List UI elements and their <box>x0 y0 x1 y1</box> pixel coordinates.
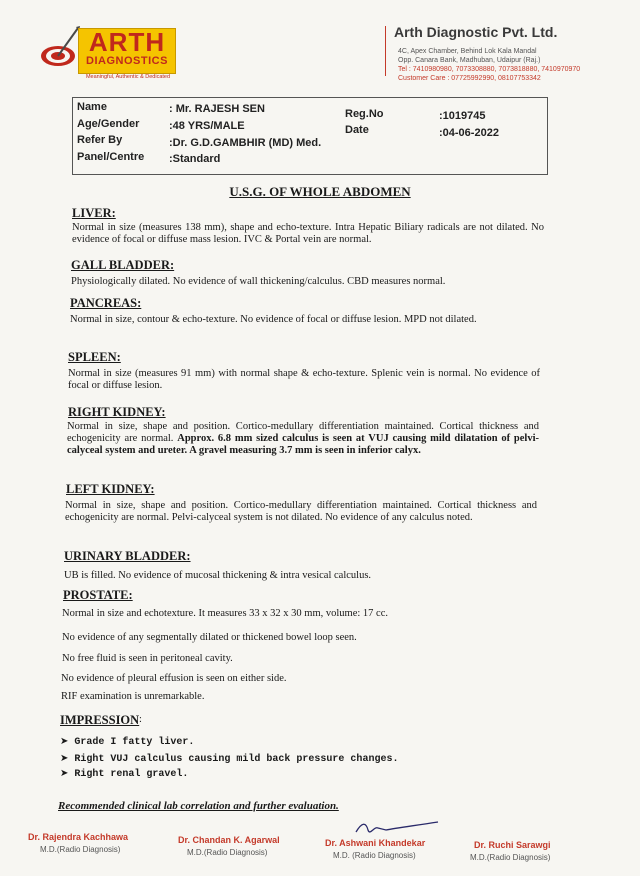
logo-box <box>78 28 176 74</box>
recommendation-text: Recommended clinical lab correlation and further evaluation. <box>58 800 339 812</box>
letterhead <box>30 18 590 88</box>
doctor-degree: M.D.(Radio Diagnosis) <box>187 848 268 857</box>
company-name: Arth Diagnostic Pvt. Ltd. <box>394 24 558 40</box>
address-line: 4C, Apex Chamber, Behind Lok Kala Mandal <box>398 48 537 55</box>
prostate-heading: PROSTATE: <box>63 588 133 602</box>
logo-text: ARTH <box>88 27 166 57</box>
pancreas-text: Normal in size, contour & echo-texture. No evidence of focal or diffuse lesion. MPD not dilated. <box>70 314 477 325</box>
signature-icon <box>352 818 442 838</box>
referring-doctor: :Dr. G.D.GAMBHIR (MD) Med. <box>169 137 322 149</box>
phone-line: Tel : 7410980980, 7073308880, 7073818880, 7410970970 <box>398 66 581 73</box>
impression-colon: : <box>139 714 142 725</box>
pancreas-heading: PANCREAS: <box>70 296 142 310</box>
urinary-bladder-heading: URINARY BLADDER: <box>64 549 191 563</box>
left-kidney-heading: LEFT KIDNEY: <box>66 482 155 496</box>
name-label: Name <box>77 101 107 113</box>
panel-label: Panel/Centre <box>77 151 145 163</box>
date-label: Date <box>345 124 369 136</box>
impression-heading: IMPRESSION <box>60 713 140 727</box>
right-kidney-heading: RIGHT KIDNEY: <box>68 405 166 419</box>
report-title: U.S.G. OF WHOLE ABDOMEN <box>229 184 411 199</box>
doctor-name: Dr. Chandan K. Agarwal <box>178 835 280 845</box>
arrow-bullet-icon: ➤ <box>60 768 69 779</box>
doctor-degree: M.D.(Radio Diagnosis) <box>40 845 121 854</box>
right-kidney-finding: Approx. 6.8 mm sized calculus is seen at VUJ causing mild dilatation of pelvi-calyceal system and ureter. A gravel measuring 3.7 mm is seen in inferior calyx. <box>67 433 539 456</box>
age-label: Age/Gender <box>77 118 140 130</box>
doctor-name: Dr. Rajendra Kachhawa <box>28 832 129 842</box>
logo-subtext: DIAGNOSTICS <box>86 55 168 67</box>
reg-label: Reg.No <box>345 108 384 120</box>
impression-item-text: Grade I fatty liver. <box>74 737 195 748</box>
logo-tagline: Meaningful, Authentic & Dedicated <box>85 74 171 80</box>
reg-number: :1019745 <box>439 110 486 122</box>
doctor-name: Dr. Ashwani Khandekar <box>325 838 426 848</box>
patient-age: :48 YRS/MALE <box>169 120 245 132</box>
impression-item <box>60 753 398 765</box>
arrow-bullet-icon: ➤ <box>60 736 69 747</box>
doctor-name: Dr. Ruchi Sarawgi <box>474 840 551 850</box>
header-divider <box>385 26 386 76</box>
prostate-text: Normal in size and echotexture. It measures 33 x 32 x 30 mm, volume: 17 cc. <box>62 608 388 619</box>
patient-info-box <box>72 97 548 175</box>
address-line: Opp. Canara Bank, Madhuban, Udaipur (Raj.) <box>398 57 541 64</box>
spleen-heading: SPLEEN: <box>68 350 121 364</box>
right-kidney-text <box>67 421 539 457</box>
right-kidney-normal-text: Normal in size, shape and position. Cortico-medullary differentiation maintained. Cortical thickness and echogenicity are normal. <box>67 421 539 444</box>
note-line: No evidence of pleural effusion is seen on either side. <box>61 673 287 684</box>
impression-item-text: Right VUJ calculus causing mild back pressure changes. <box>74 754 399 765</box>
report-date: :04-06-2022 <box>439 127 499 139</box>
liver-text: Normal in size (measures 138 mm), shape and echo-texture. Intra Hepatic Biliary radicals are not dilated. No evidence of focal or diffuse mass lesion. IVC & Portal vein are normal. <box>72 222 544 245</box>
left-kidney-text: Normal in size, shape and position. Cortico-medullary differentiation maintained. Cortical thickness and echogenicity are normal. Pelvi-calyceal system is not dilated. No evidence of any calculus noted. <box>65 500 537 523</box>
spleen-text: Normal in size (measures 91 mm) with normal shape & echo-texture. Splenic vein is normal. No evidence of focal or diffuse lesion. <box>68 368 540 391</box>
target-logo-icon <box>38 26 82 70</box>
urinary-bladder-text: UB is filled. No evidence of mucosal thickening & intra vesical calculus. <box>64 570 372 581</box>
doctor-degree: M.D.(Radio Diagnosis) <box>470 853 551 862</box>
gall-bladder-heading: GALL BLADDER: <box>71 258 175 272</box>
arrow-bullet-icon: ➤ <box>60 753 69 764</box>
note-line: RIF examination is unremarkable. <box>61 691 205 702</box>
impression-item <box>60 736 194 748</box>
refer-label: Refer By <box>77 134 123 146</box>
doctor-degree: M.D. (Radio Diagnosis) <box>333 851 416 860</box>
liver-heading: LIVER: <box>72 206 116 220</box>
customer-care-line: Customer Care : 07725992990, 08107753342 <box>398 75 541 82</box>
note-line: No evidence of any segmentally dilated or thickened bowel loop seen. <box>62 632 357 643</box>
note-line: No free fluid is seen in peritoneal cavity. <box>62 653 233 664</box>
impression-item-text: Right renal gravel. <box>74 769 189 780</box>
panel-value: :Standard <box>169 153 221 165</box>
impression-item <box>60 768 188 780</box>
gall-bladder-text: Physiologically dilated. No evidence of wall thickening/calculus. CBD measures normal. <box>71 276 446 287</box>
patient-name: : Mr. RAJESH SEN <box>169 103 265 115</box>
